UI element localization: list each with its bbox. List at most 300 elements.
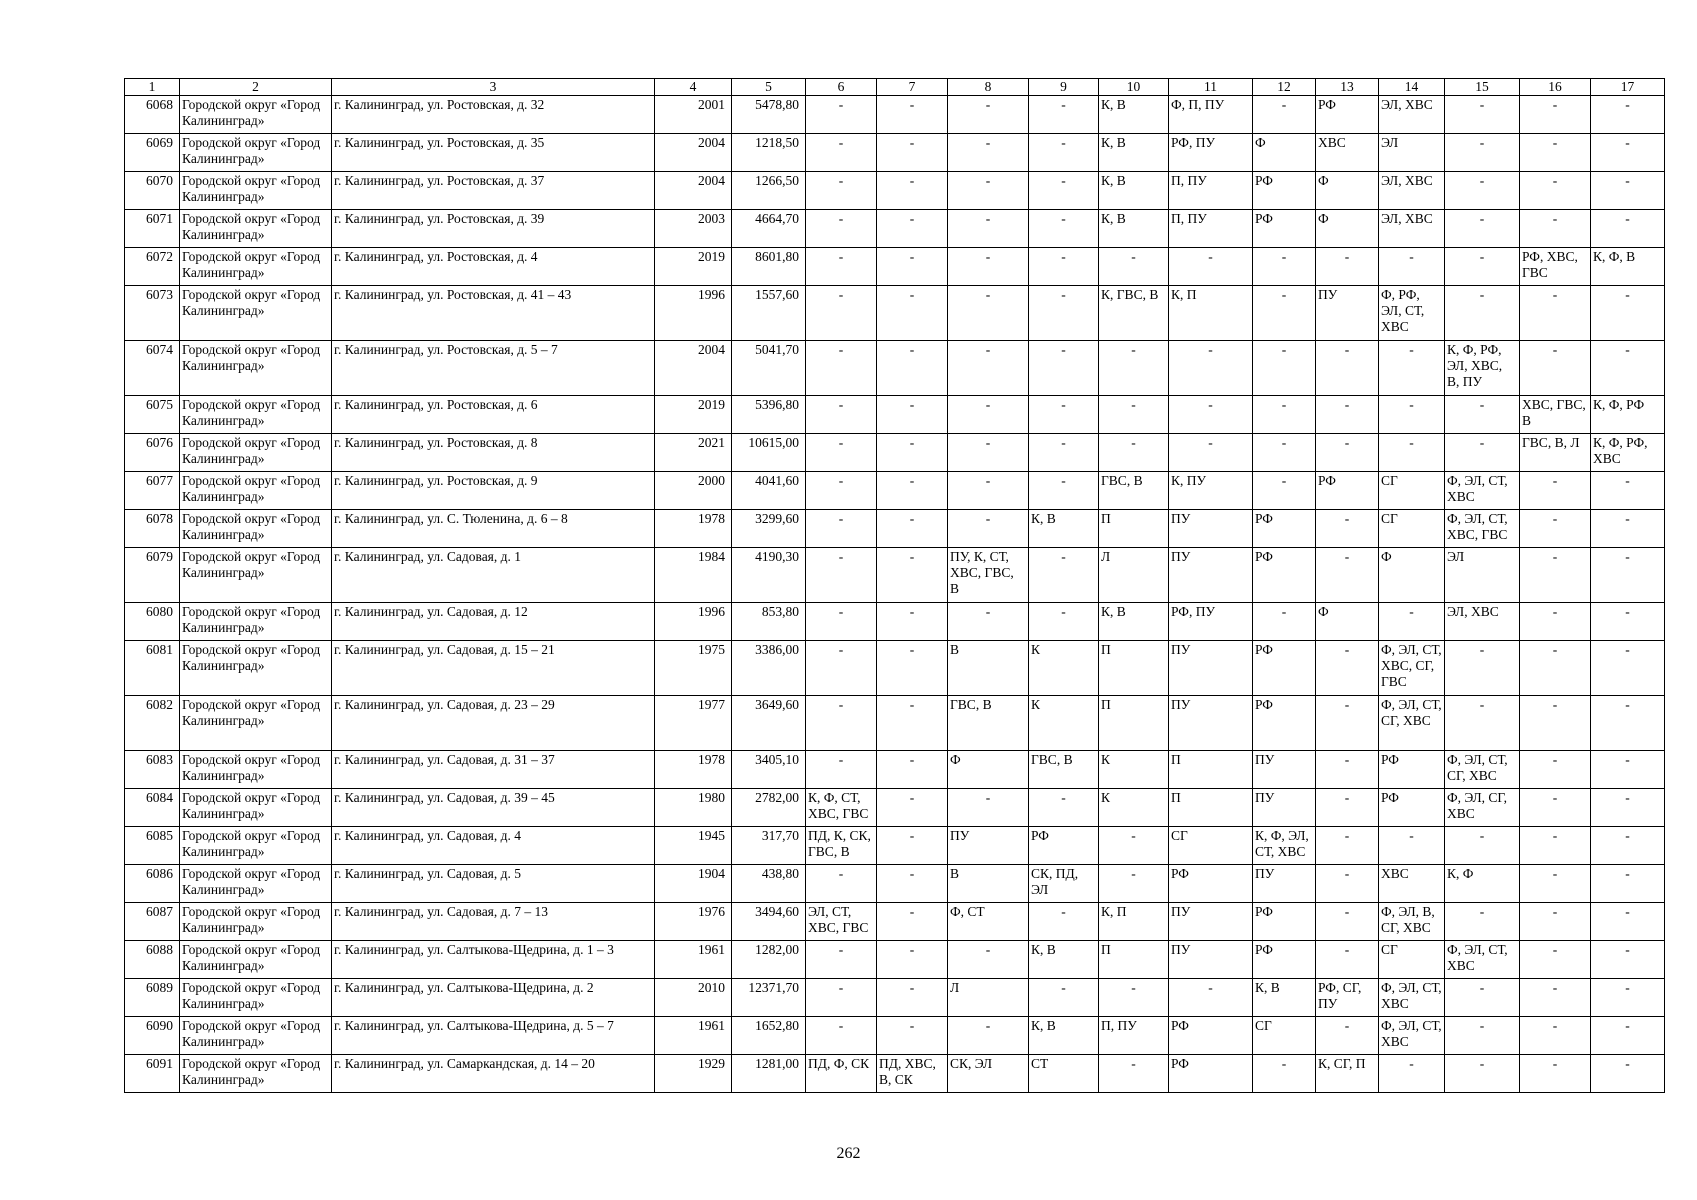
table-cell: - <box>1379 341 1445 396</box>
table-cell: 1980 <box>655 789 732 827</box>
table-cell: - <box>1169 434 1253 472</box>
table-cell: - <box>1316 941 1379 979</box>
table-cell: 5396,80 <box>732 396 806 434</box>
table-cell: 6072 <box>125 248 180 286</box>
table-cell: - <box>1379 827 1445 865</box>
table-cell: Городской округ «Город Калининград» <box>180 789 332 827</box>
table-cell: 2000 <box>655 472 732 510</box>
table-cell: - <box>1029 134 1099 172</box>
table-cell: К, В <box>1099 172 1169 210</box>
table-cell: 12371,70 <box>732 979 806 1017</box>
table-cell: - <box>1445 248 1520 286</box>
table-cell: - <box>948 210 1029 248</box>
table-cell: - <box>1520 903 1591 941</box>
table-cell: К, В <box>1099 134 1169 172</box>
table-cell: - <box>1445 979 1520 1017</box>
table-cell: 6073 <box>125 286 180 341</box>
table-cell: Городской округ «Город Калининград» <box>180 210 332 248</box>
table-cell: - <box>806 979 877 1017</box>
table-cell: РФ <box>1253 172 1316 210</box>
table-cell: ЭЛ <box>1379 134 1445 172</box>
table-cell: К, Ф <box>1445 865 1520 903</box>
table-cell: 1281,00 <box>732 1055 806 1093</box>
table-cell: Ф, ЭЛ, В, СГ, ХВС <box>1379 903 1445 941</box>
table-cell: 6071 <box>125 210 180 248</box>
table-cell: г. Калининград, ул. Самаркандская, д. 14 – 20 <box>332 1055 655 1093</box>
table-cell: 1961 <box>655 1017 732 1055</box>
table-cell: - <box>806 696 877 751</box>
table-cell: 6077 <box>125 472 180 510</box>
table-cell: - <box>948 510 1029 548</box>
table-cell: Ф, ЭЛ, СТ, ХВС, СГ, ГВС <box>1379 641 1445 696</box>
table-cell: ПД, Ф, СК <box>806 1055 877 1093</box>
header-cell: 6 <box>806 79 877 96</box>
table-cell: - <box>877 341 948 396</box>
table-cell: - <box>1520 641 1591 696</box>
table-cell: - <box>1029 789 1099 827</box>
table-cell: РФ <box>1169 1055 1253 1093</box>
table-row <box>125 827 1665 865</box>
table-cell: К <box>1099 751 1169 789</box>
table-cell: К, ГВС, В <box>1099 286 1169 341</box>
table-cell: 2004 <box>655 172 732 210</box>
table-row <box>125 941 1665 979</box>
table-cell: 1977 <box>655 696 732 751</box>
header-cell: 1 <box>125 79 180 96</box>
table-cell: РФ <box>1253 696 1316 751</box>
table-cell: К, В <box>1029 510 1099 548</box>
table-cell: 6079 <box>125 548 180 603</box>
table-cell: 6081 <box>125 641 180 696</box>
header-cell: 2 <box>180 79 332 96</box>
table-cell: - <box>1591 827 1665 865</box>
table-cell: - <box>1591 1017 1665 1055</box>
table-cell: ЭЛ <box>1445 548 1520 603</box>
table-cell: - <box>1253 1055 1316 1093</box>
table-cell: 2019 <box>655 396 732 434</box>
table-cell: г. Калининград, ул. Ростовская, д. 35 <box>332 134 655 172</box>
table-cell: 2004 <box>655 341 732 396</box>
table-cell: 4664,70 <box>732 210 806 248</box>
table-cell: - <box>1253 396 1316 434</box>
table-cell: РФ <box>1379 789 1445 827</box>
table-cell: - <box>1520 96 1591 134</box>
table-cell: - <box>1591 472 1665 510</box>
table-cell: Ф <box>948 751 1029 789</box>
table-cell: - <box>877 827 948 865</box>
table-cell: ПУ <box>1169 641 1253 696</box>
table-row <box>125 510 1665 548</box>
table-cell: РФ, ПУ <box>1169 603 1253 641</box>
table-cell: - <box>1445 641 1520 696</box>
table-cell: - <box>1316 641 1379 696</box>
table-cell: - <box>1029 472 1099 510</box>
table-row <box>125 472 1665 510</box>
table-cell: г. Калининград, ул. Ростовская, д. 4 <box>332 248 655 286</box>
table-cell: - <box>1099 341 1169 396</box>
table-cell: Городской округ «Город Калининград» <box>180 903 332 941</box>
table-cell: 10615,00 <box>732 434 806 472</box>
table-cell: РФ <box>1169 865 1253 903</box>
table-cell: 2001 <box>655 96 732 134</box>
table-cell: - <box>1099 865 1169 903</box>
table-cell: 2003 <box>655 210 732 248</box>
table-cell: 6091 <box>125 1055 180 1093</box>
table-cell: - <box>877 979 948 1017</box>
table-cell: 6080 <box>125 603 180 641</box>
table-cell: г. Калининград, ул. Садовая, д. 4 <box>332 827 655 865</box>
table-cell: К, ПУ <box>1169 472 1253 510</box>
table-cell: 438,80 <box>732 865 806 903</box>
table-row <box>125 396 1665 434</box>
table-row <box>125 434 1665 472</box>
table-cell: Городской округ «Город Калининград» <box>180 603 332 641</box>
table-cell: К, Ф, СТ, ХВС, ГВС <box>806 789 877 827</box>
table-cell: ПД, К, СК, ГВС, В <box>806 827 877 865</box>
table-cell: РФ, ПУ <box>1169 134 1253 172</box>
table-cell: - <box>1029 341 1099 396</box>
table-cell: Городской округ «Город Калининград» <box>180 396 332 434</box>
table-cell: ХВС <box>1379 865 1445 903</box>
table-cell: - <box>1591 641 1665 696</box>
table-row <box>125 1017 1665 1055</box>
table-cell: - <box>1029 96 1099 134</box>
table-cell: 6076 <box>125 434 180 472</box>
table-cell: Городской округ «Город Калининград» <box>180 548 332 603</box>
table-cell: - <box>1591 865 1665 903</box>
table-cell: К <box>1099 789 1169 827</box>
table-cell: - <box>1169 979 1253 1017</box>
table-cell: г. Калининград, ул. Садовая, д. 1 <box>332 548 655 603</box>
header-cell: 15 <box>1445 79 1520 96</box>
page-number: 262 <box>836 1145 861 1162</box>
table-cell: СК, ЭЛ <box>948 1055 1029 1093</box>
table-cell: П, ПУ <box>1169 210 1253 248</box>
table-cell: Городской округ «Город Калининград» <box>180 641 332 696</box>
table-cell: - <box>1591 696 1665 751</box>
table-cell: Городской округ «Город Калининград» <box>180 865 332 903</box>
table-cell: - <box>1379 248 1445 286</box>
table-cell: ПУ <box>1253 865 1316 903</box>
table-cell: ПУ <box>1169 548 1253 603</box>
table-cell: - <box>1591 903 1665 941</box>
table-cell: 3494,60 <box>732 903 806 941</box>
table-cell: 3405,10 <box>732 751 806 789</box>
table-cell: ПУ <box>1169 941 1253 979</box>
table-cell: 1945 <box>655 827 732 865</box>
table-cell: Городской округ «Город Калининград» <box>180 134 332 172</box>
table-cell: - <box>1379 603 1445 641</box>
table-cell: Городской округ «Город Калининград» <box>180 1055 332 1093</box>
table-cell: Ф, ЭЛ, СТ, СГ, ХВС <box>1445 751 1520 789</box>
table-cell: - <box>1591 751 1665 789</box>
table-cell: - <box>877 396 948 434</box>
table-cell: ПУ <box>948 827 1029 865</box>
table-cell: В <box>948 641 1029 696</box>
table-cell: - <box>1520 941 1591 979</box>
table-cell: 6074 <box>125 341 180 396</box>
table-cell: РФ <box>1379 751 1445 789</box>
table-row <box>125 134 1665 172</box>
table-cell: 1557,60 <box>732 286 806 341</box>
table-cell: РФ, ХВС, ГВС <box>1520 248 1591 286</box>
table-cell: 2010 <box>655 979 732 1017</box>
table-cell: г. Калининград, ул. Ростовская, д. 32 <box>332 96 655 134</box>
header-cell: 13 <box>1316 79 1379 96</box>
table-cell: г. Калининград, ул. Салтыкова-Щедрина, д. 5 – 7 <box>332 1017 655 1055</box>
table-cell: - <box>1520 1055 1591 1093</box>
table-cell: - <box>1591 286 1665 341</box>
table-cell: Ф, ЭЛ, СТ, ХВС <box>1379 1017 1445 1055</box>
table-cell: К, Ф, В <box>1591 248 1665 286</box>
table-cell: - <box>806 172 877 210</box>
table-cell: - <box>1591 172 1665 210</box>
table-cell: 4041,60 <box>732 472 806 510</box>
table-cell: Ф <box>1316 603 1379 641</box>
table-cell: г. Калининград, ул. Ростовская, д. 8 <box>332 434 655 472</box>
table-cell: - <box>1591 341 1665 396</box>
table-cell: Городской округ «Город Калининград» <box>180 172 332 210</box>
table-cell: - <box>1520 865 1591 903</box>
table-cell: 2782,00 <box>732 789 806 827</box>
table-cell: - <box>1445 903 1520 941</box>
table-cell: СГ <box>1253 1017 1316 1055</box>
table-cell: ЭЛ, ХВС <box>1379 172 1445 210</box>
table-cell: 1984 <box>655 548 732 603</box>
table-cell: Городской округ «Город Калининград» <box>180 472 332 510</box>
table-cell: - <box>948 789 1029 827</box>
table-cell: Городской округ «Город Калининград» <box>180 696 332 751</box>
table-cell: - <box>1253 248 1316 286</box>
table-cell: - <box>877 751 948 789</box>
table-cell: - <box>877 865 948 903</box>
table-cell: - <box>1591 603 1665 641</box>
table-cell: Ф, СТ <box>948 903 1029 941</box>
table-cell: - <box>877 641 948 696</box>
table-cell: - <box>1316 1017 1379 1055</box>
table-cell: - <box>1445 396 1520 434</box>
table-cell: Ф, ЭЛ, СТ, ХВС <box>1379 979 1445 1017</box>
table-cell: СГ <box>1379 510 1445 548</box>
table-cell: - <box>948 172 1029 210</box>
table-cell: Городской округ «Город Калининград» <box>180 434 332 472</box>
table-cell: П <box>1169 751 1253 789</box>
table-cell: К <box>1029 641 1099 696</box>
table-cell: - <box>877 286 948 341</box>
table-cell: К, В <box>1099 210 1169 248</box>
table-cell: Ф <box>1253 134 1316 172</box>
header-cell: 8 <box>948 79 1029 96</box>
table-cell: г. Калининград, ул. Ростовская, д. 39 <box>332 210 655 248</box>
table-row <box>125 751 1665 789</box>
table-cell: - <box>1029 603 1099 641</box>
table-cell: - <box>1520 696 1591 751</box>
table-cell: - <box>877 472 948 510</box>
table-cell: 6070 <box>125 172 180 210</box>
table-cell: - <box>1253 341 1316 396</box>
table-cell: 2021 <box>655 434 732 472</box>
table-cell: К, Ф, РФ, ЭЛ, ХВС, В, ПУ <box>1445 341 1520 396</box>
table-cell: ПУ, К, СТ, ХВС, ГВС, В <box>948 548 1029 603</box>
table-cell: - <box>1029 548 1099 603</box>
table-cell: - <box>1379 434 1445 472</box>
table-cell: ХВС <box>1316 134 1379 172</box>
table-cell: 6068 <box>125 96 180 134</box>
table-cell: 1978 <box>655 751 732 789</box>
table-cell: - <box>1099 396 1169 434</box>
table-cell: К, В <box>1099 96 1169 134</box>
table-cell: ЭЛ, СТ, ХВС, ГВС <box>806 903 877 941</box>
table-cell: - <box>1445 134 1520 172</box>
table-cell: РФ, СГ, ПУ <box>1316 979 1379 1017</box>
table-cell: - <box>1029 903 1099 941</box>
table-cell: РФ <box>1169 1017 1253 1055</box>
table-row <box>125 172 1665 210</box>
table-cell: К, Ф, РФ <box>1591 396 1665 434</box>
table-cell: РФ <box>1316 472 1379 510</box>
table-cell: Ф <box>1379 548 1445 603</box>
table-cell: - <box>1445 210 1520 248</box>
table-cell: РФ <box>1253 510 1316 548</box>
table-cell: К, В <box>1029 941 1099 979</box>
table-cell: 2004 <box>655 134 732 172</box>
table-cell: ЭЛ, ХВС <box>1379 96 1445 134</box>
header-cell: 12 <box>1253 79 1316 96</box>
table-cell: г. Калининград, ул. Ростовская, д. 37 <box>332 172 655 210</box>
table-cell: - <box>877 548 948 603</box>
table-cell: 1266,50 <box>732 172 806 210</box>
table-cell: - <box>877 510 948 548</box>
header-cell: 3 <box>332 79 655 96</box>
table-cell: 2019 <box>655 248 732 286</box>
table-cell: Городской округ «Город Калининград» <box>180 751 332 789</box>
table-cell: - <box>1591 548 1665 603</box>
table-cell: - <box>1520 827 1591 865</box>
table-row <box>125 1055 1665 1093</box>
table-cell: 1978 <box>655 510 732 548</box>
table-cell: - <box>877 941 948 979</box>
table-cell: - <box>948 472 1029 510</box>
table-cell: К <box>1029 696 1099 751</box>
table-cell: 1996 <box>655 603 732 641</box>
column-number-header <box>125 79 1665 96</box>
table-cell: - <box>1591 210 1665 248</box>
table-cell: - <box>877 789 948 827</box>
table-cell: П <box>1099 941 1169 979</box>
table-cell: П <box>1169 789 1253 827</box>
table-cell: ГВС, В <box>948 696 1029 751</box>
table-cell: К, В <box>1099 603 1169 641</box>
table-cell: - <box>806 210 877 248</box>
table-cell: СГ <box>1169 827 1253 865</box>
table-cell: ЭЛ, ХВС <box>1445 603 1520 641</box>
table-cell: - <box>806 751 877 789</box>
table-cell: ПУ <box>1169 903 1253 941</box>
header-cell: 16 <box>1520 79 1591 96</box>
table-cell: - <box>1445 172 1520 210</box>
table-cell: Городской округ «Город Калининград» <box>180 827 332 865</box>
table-cell: 6083 <box>125 751 180 789</box>
table-cell: г. Калининград, ул. Садовая, д. 15 – 21 <box>332 641 655 696</box>
table-row <box>125 210 1665 248</box>
table-cell: г. Калининград, ул. Садовая, д. 31 – 37 <box>332 751 655 789</box>
table-cell: ГВС, В <box>1029 751 1099 789</box>
header-cell: 10 <box>1099 79 1169 96</box>
table-row <box>125 789 1665 827</box>
table-cell: - <box>1029 286 1099 341</box>
table-cell: - <box>1099 827 1169 865</box>
table-cell: - <box>1520 789 1591 827</box>
table-cell: Л <box>1099 548 1169 603</box>
table-cell: 1929 <box>655 1055 732 1093</box>
table-cell: 6090 <box>125 1017 180 1055</box>
table-row <box>125 548 1665 603</box>
table-cell: Городской округ «Город Калининград» <box>180 341 332 396</box>
table-cell: - <box>1520 603 1591 641</box>
table-cell: - <box>877 1017 948 1055</box>
table-cell: Ф, ЭЛ, СТ, СГ, ХВС <box>1379 696 1445 751</box>
table-cell: К, СГ, П <box>1316 1055 1379 1093</box>
table-cell: г. Калининград, ул. С. Тюленина, д. 6 – 8 <box>332 510 655 548</box>
table-cell: К, Ф, ЭЛ, СТ, ХВС <box>1253 827 1316 865</box>
table-cell: - <box>1445 696 1520 751</box>
table-cell: - <box>948 96 1029 134</box>
table-cell: - <box>1520 172 1591 210</box>
table-cell: ПУ <box>1169 696 1253 751</box>
table-row <box>125 286 1665 341</box>
table-cell: Ф <box>1316 172 1379 210</box>
table-cell: - <box>1591 789 1665 827</box>
table-cell: - <box>1316 396 1379 434</box>
table-cell: 6075 <box>125 396 180 434</box>
table-cell: - <box>806 603 877 641</box>
table-cell: П <box>1099 510 1169 548</box>
table-cell: - <box>806 472 877 510</box>
table-cell: ПУ <box>1253 751 1316 789</box>
table-cell: П <box>1099 641 1169 696</box>
table-cell: - <box>1029 979 1099 1017</box>
table-cell: - <box>1445 96 1520 134</box>
table-cell: г. Калининград, ул. Садовая, д. 39 – 45 <box>332 789 655 827</box>
table-cell: - <box>1591 979 1665 1017</box>
table-cell: Ф, РФ, ЭЛ, СТ, ХВС <box>1379 286 1445 341</box>
table-cell: 5041,70 <box>732 341 806 396</box>
table-cell: - <box>1099 979 1169 1017</box>
table-cell: Городской округ «Город Калининград» <box>180 1017 332 1055</box>
table-cell: Городской округ «Город Калининград» <box>180 941 332 979</box>
table-row <box>125 248 1665 286</box>
table-cell: ХВС, ГВС, В <box>1520 396 1591 434</box>
table-cell: - <box>1029 396 1099 434</box>
table-cell: - <box>1520 751 1591 789</box>
table-cell: - <box>1099 434 1169 472</box>
table-cell: г. Калининград, ул. Салтыкова-Щедрина, д. 2 <box>332 979 655 1017</box>
table-cell: Городской округ «Город Калининград» <box>180 96 332 134</box>
table-cell: 8601,80 <box>732 248 806 286</box>
header-cell: 11 <box>1169 79 1253 96</box>
table-cell: 1652,80 <box>732 1017 806 1055</box>
table-row <box>125 979 1665 1017</box>
table-cell: Городской округ «Город Калининград» <box>180 510 332 548</box>
table-cell: СК, ПД, ЭЛ <box>1029 865 1099 903</box>
table-cell: П, ПУ <box>1099 1017 1169 1055</box>
table-cell: - <box>806 248 877 286</box>
table-cell: - <box>948 434 1029 472</box>
table-cell: 6088 <box>125 941 180 979</box>
table-cell: РФ <box>1253 641 1316 696</box>
table-cell: СГ <box>1379 472 1445 510</box>
table-cell: - <box>1316 548 1379 603</box>
